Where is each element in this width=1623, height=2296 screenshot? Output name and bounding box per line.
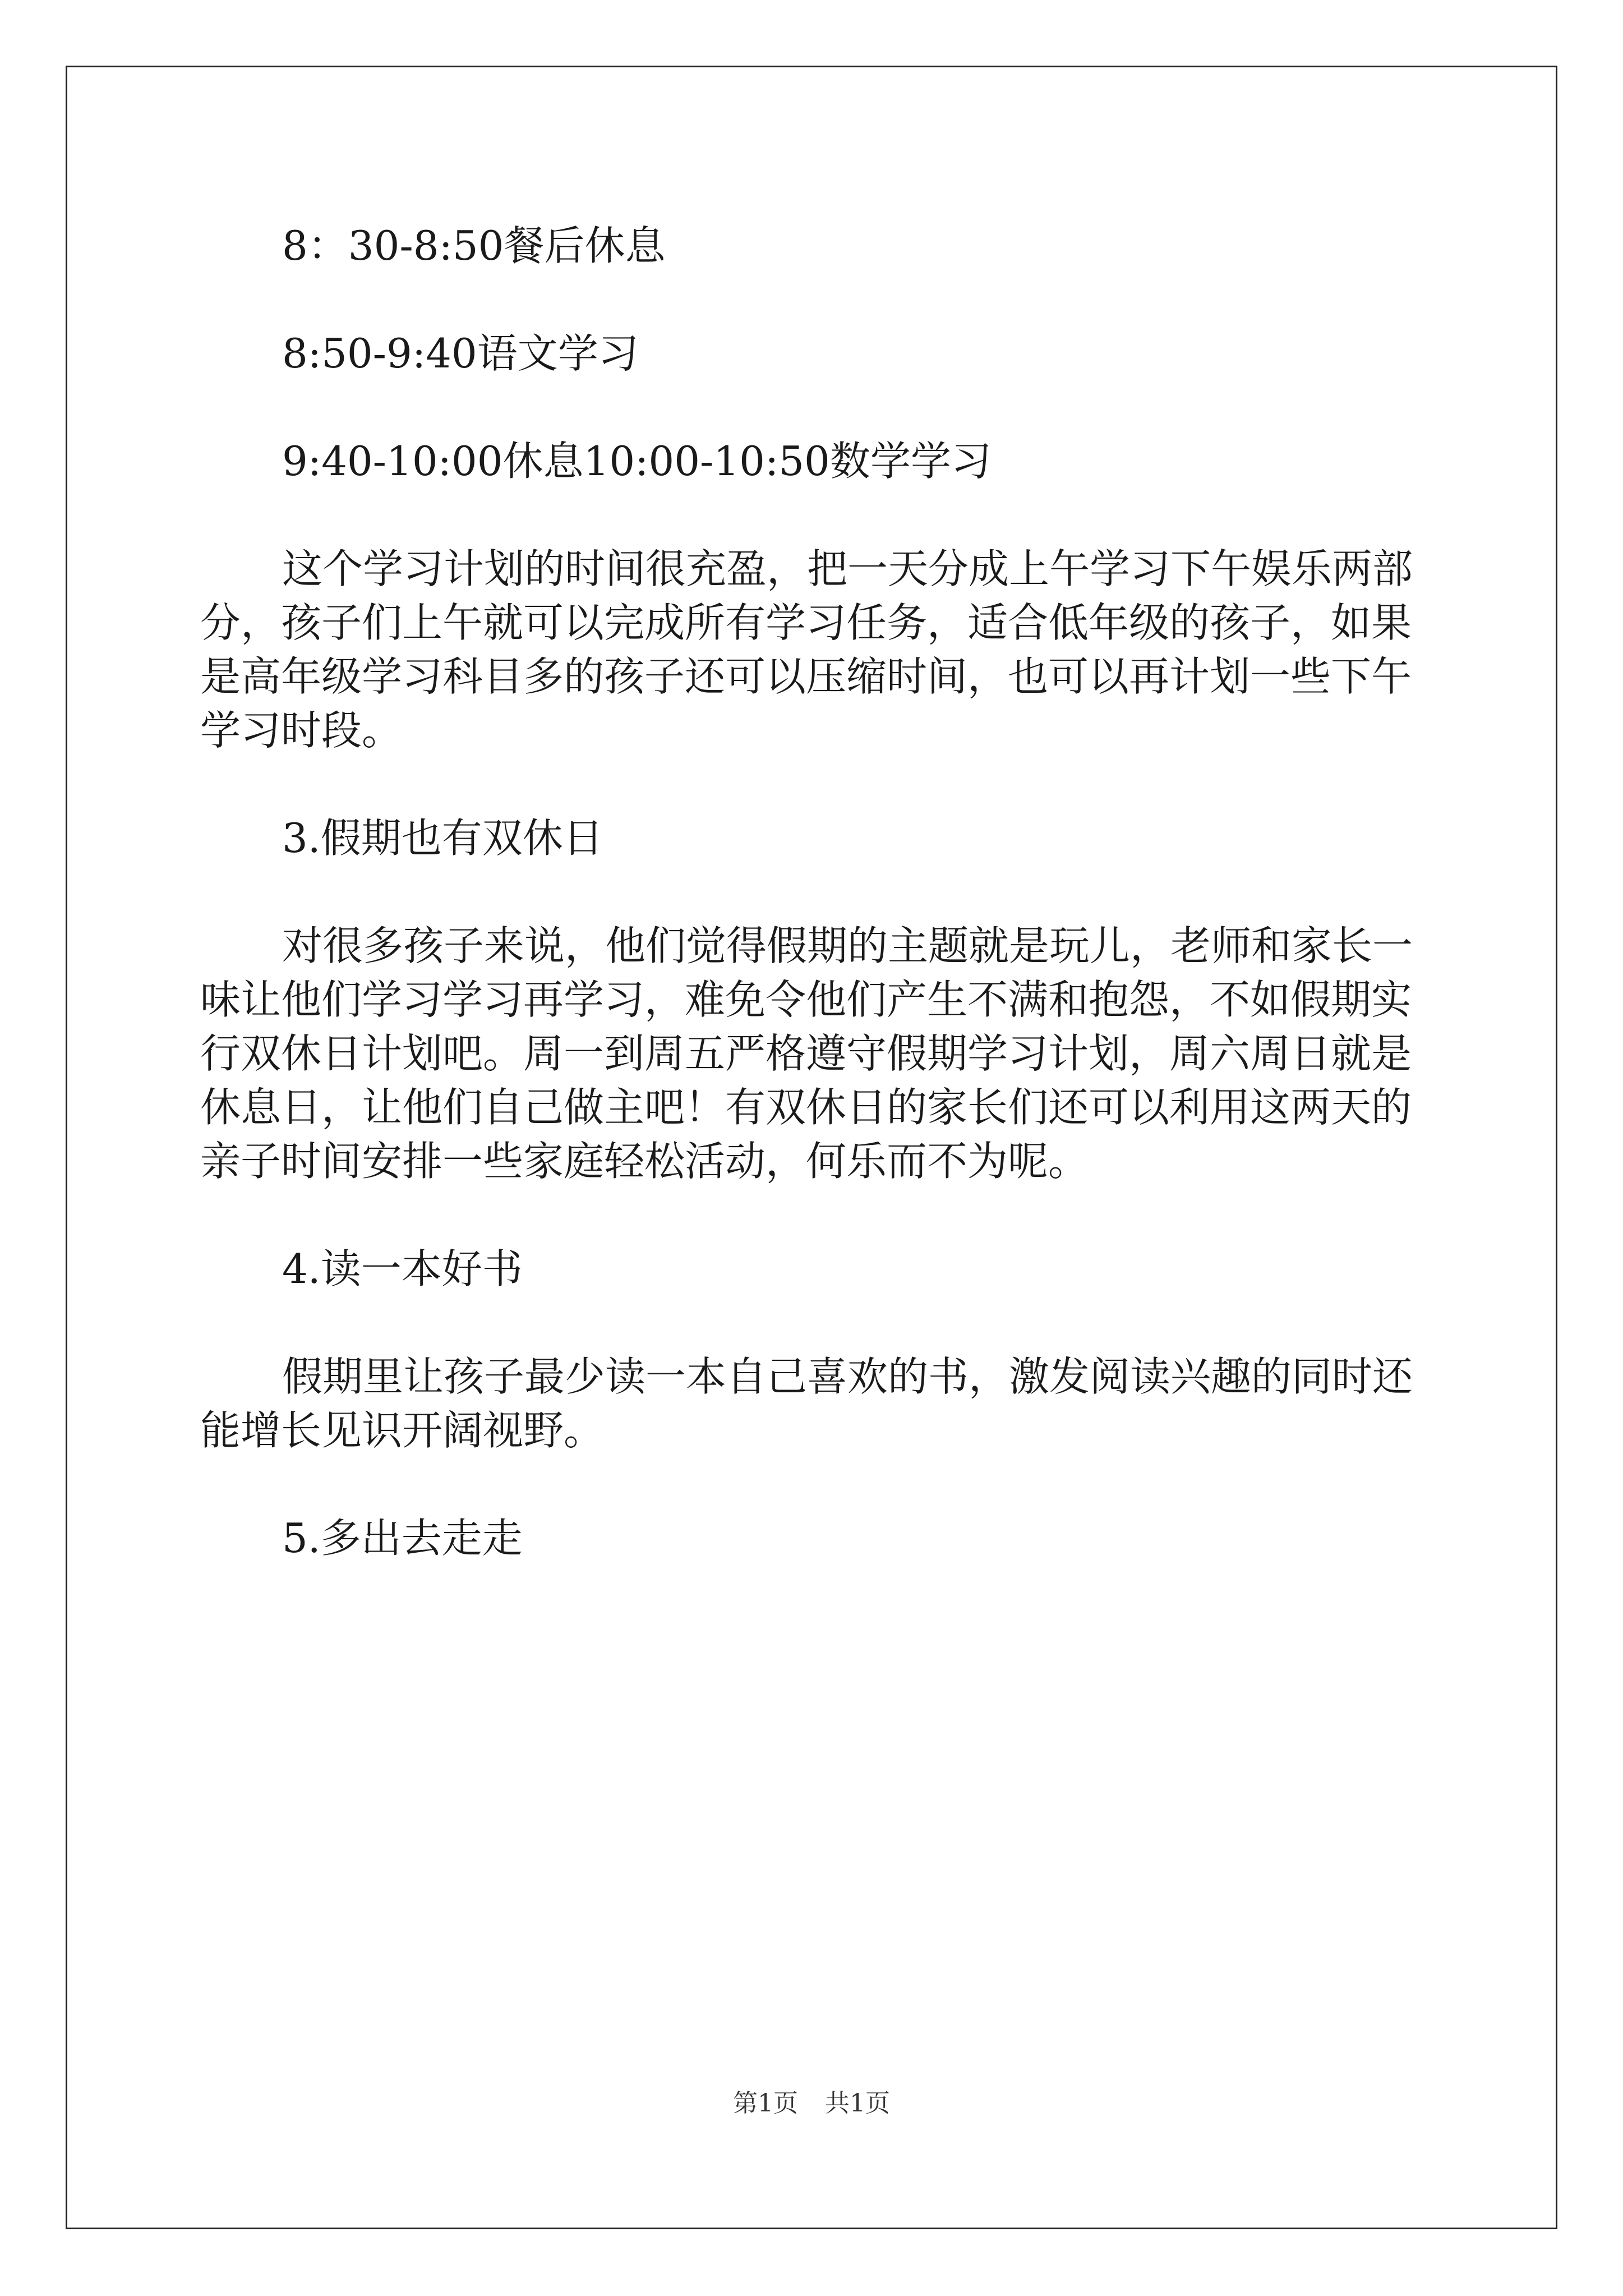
section-heading-weekends	[200, 811, 1434, 865]
schedule-item-rest	[200, 219, 1434, 273]
page-number: 第1页	[733, 2089, 798, 2118]
text-line: 能增长见识开阔视野。	[200, 1407, 605, 1454]
text-line: 对很多孩子来说，他们觉得假期的主题就是玩儿，老师和家长一	[282, 922, 1413, 969]
section-heading-reading	[200, 1242, 1434, 1296]
text-line: 是高年级学习科目多的孩子还可以压缩时间，也可以再计划一些下午	[200, 653, 1412, 700]
text-line: 学习时段。	[200, 707, 403, 754]
paragraph-reading	[200, 1350, 1434, 1457]
text-line: 亲子时间安排一些家庭轻松活动，何乐而不为呢。	[200, 1138, 1089, 1185]
text-line: 3.假期也有双休日	[282, 815, 603, 862]
text-line: 8：30-8:50餐后休息	[282, 222, 666, 269]
text-line: 行双休日计划吧。周一到周五严格遵守假期学习计划，周六周日就是	[200, 1030, 1412, 1077]
schedule-item-chinese	[200, 326, 1434, 380]
document-body	[200, 219, 1434, 1619]
paragraph-plan-summary	[200, 542, 1434, 757]
page-total: 共1页	[825, 2089, 890, 2118]
text-line: 9:40-10:00休息10:00-10:50数学学习	[282, 438, 992, 485]
text-line: 5.多出去走走	[282, 1515, 523, 1562]
text-line: 休息日，让他们自己做主吧！有双休日的家长们还可以利用这两天的	[200, 1084, 1412, 1131]
page-footer	[0, 2088, 1623, 2119]
text-line: 4.读一本好书	[282, 1245, 523, 1292]
text-line: 假期里让孩子最少读一本自己喜欢的书，激发阅读兴趣的同时还	[282, 1353, 1413, 1400]
text-line: 分，孩子们上午就可以完成所有学习任务，适合低年级的孩子，如果	[200, 599, 1412, 646]
text-line: 8:50-9:40语文学习	[282, 330, 639, 377]
paragraph-weekends	[200, 919, 1434, 1188]
section-heading-outings	[200, 1511, 1434, 1565]
schedule-item-math	[200, 434, 1434, 488]
text-line: 这个学习计划的时间很充盈，把一天分成上午学习下午娱乐两部	[282, 545, 1413, 592]
text-line: 味让他们学习学习再学习，难免令他们产生不满和抱怨，不如假期实	[200, 976, 1412, 1023]
